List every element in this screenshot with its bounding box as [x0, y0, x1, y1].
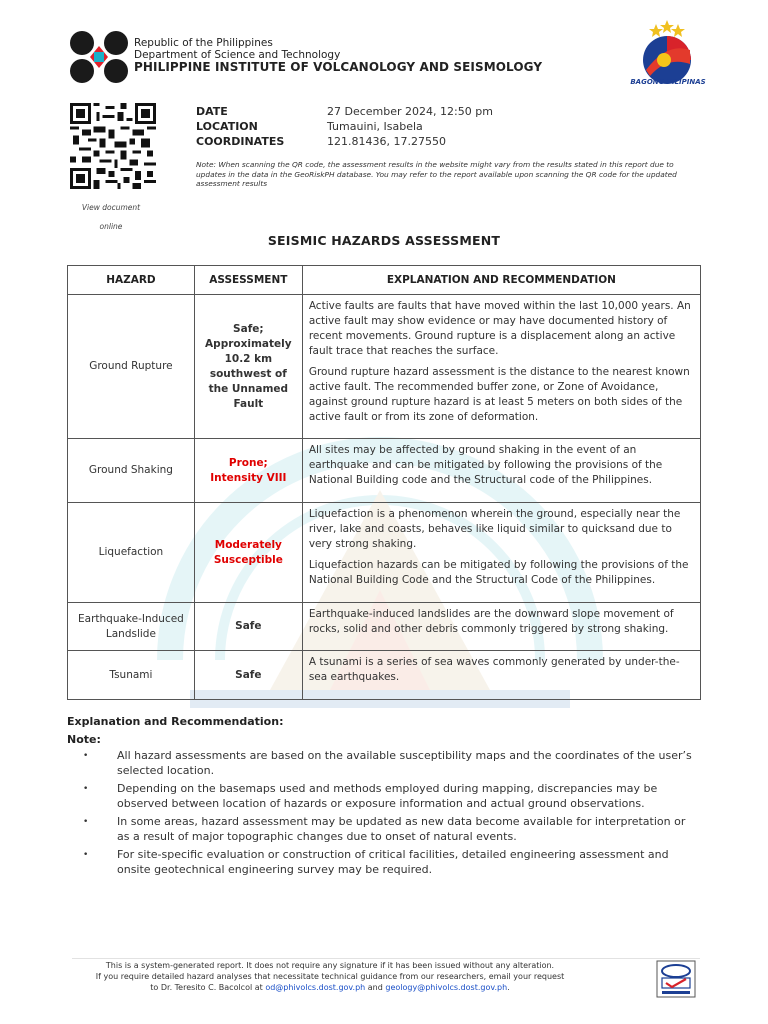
explanation-paragraph: Earthquake-induced landslides are the downward slope movement of rocks, solid and other debris commonly triggered by strong shaking.	[308, 608, 674, 635]
footer-and: and	[367, 983, 383, 992]
assessment-cell: Prone; Intensity VIII	[194, 439, 302, 503]
date-row	[196, 104, 493, 119]
explanation-paragraph: Liquefaction is a phenomenon wherein the ground, especially near the river, lake and coasts, behaves like liquid similar to quicksand due to very strong shaking.	[308, 508, 681, 550]
explanation-paragraph: Active faults are faults that have moved within the last 10,000 years. An active fault may show evidence or may have documented history of recent movements. Ground rupture is a displacement along an active fault trace that reaches the surface.	[308, 300, 691, 357]
iso-certification-logo	[656, 960, 696, 998]
hazard-cell: Ground Shaking	[68, 439, 195, 503]
qr-scan-note: Note: When scanning the QR code, the assessment results in the website might vary from the results stated in this report due to updates in the data in the GeoRiskPH database. You may refer to the report available upon scanning the QR code for the updated assessment results	[196, 160, 677, 188]
table-row	[68, 439, 701, 503]
column-header-assessment: ASSESSMENT	[194, 266, 302, 295]
footer-prefix: to Dr. Teresito C. Bacolcol at	[150, 983, 263, 992]
column-header-hazard: HAZARD	[68, 266, 195, 295]
footer-line1: This is a system-generated report. It does not require any signature if it has been issued without any alteration.	[105, 961, 555, 970]
location-label: LOCATION	[196, 120, 258, 133]
explanation-paragraph: Ground rupture hazard assessment is the distance to the nearest known active fault. The recommended buffer zone, or Zone of Avoidance, against ground rupture hazard is at least 5 meters on both sides of the active fault or from its zone of deformation.	[308, 366, 690, 423]
header-text	[134, 37, 542, 73]
list-item: • Depending on the basemaps used and methods employed during mapping, discrepancies may be observed between location of hazards or exposure information and actual ground observations.	[80, 781, 700, 811]
assessment-cell: Safe	[194, 603, 302, 651]
hazard-cell: Liquefaction	[68, 503, 195, 603]
qr-caption-line1: View document	[81, 203, 141, 212]
explanation-cell	[302, 503, 700, 603]
explanation-cell	[302, 603, 700, 651]
hazard-cell: Ground Rupture	[68, 295, 195, 439]
hazards-table	[67, 265, 701, 700]
email-link-geology[interactable]: geology@phivolcs.dost.gov.ph	[385, 983, 508, 992]
table-row	[68, 503, 701, 603]
date-value: 27 December 2024, 12:50 pm	[327, 105, 493, 118]
date-label: DATE	[196, 105, 228, 118]
republic-label: Republic of the Philippines	[134, 37, 273, 49]
footer-line3	[64, 982, 596, 993]
report-info	[196, 104, 493, 149]
explanation-cell	[302, 651, 700, 700]
assessment-cell: Safe	[194, 651, 302, 700]
coordinates-label: COORDINATES	[196, 135, 285, 148]
qr-caption-line2: online	[99, 222, 123, 231]
footer-line2: If you require detailed hazard analyses that necessitate technical guidance from our researchers, email your request	[95, 972, 565, 981]
footer-divider	[72, 958, 700, 959]
explanation-section	[67, 713, 283, 749]
assessment-cell: Moderately Susceptible	[194, 503, 302, 603]
note-heading: Note:	[67, 733, 101, 746]
qr-code[interactable]	[68, 103, 158, 189]
hazard-cell: Earthquake-Induced Landslide	[68, 603, 195, 651]
table-row	[68, 651, 701, 700]
list-item: • All hazard assessments are based on the available susceptibility maps and the coordinates of the user’s selected location.	[80, 748, 700, 778]
page-title: SEISMIC HAZARDS ASSESSMENT	[267, 233, 501, 248]
dost-logo	[68, 30, 130, 84]
institute-name: PHILIPPINE INSTITUTE OF VOLCANOLOGY AND SEISMOLOGY	[134, 60, 543, 74]
bagong-pilipinas-label: BAGONG PILIPINAS	[630, 78, 706, 86]
coordinates-row	[196, 134, 493, 149]
location-row	[196, 119, 493, 134]
department-label: Department of Science and Technology	[134, 49, 341, 61]
explanation-cell	[302, 295, 700, 439]
column-header-explanation: EXPLANATION AND RECOMMENDATION	[302, 266, 700, 295]
coordinates-value: 121.81436, 17.27550	[327, 135, 446, 148]
notes-list	[80, 748, 700, 880]
list-item: • For site-specific evaluation or construction of critical facilities, detailed engineering assessment and onsite geotechnical engineering survey may be required.	[80, 847, 700, 877]
explanation-paragraph: Liquefaction hazards can be mitigated by following the provisions of the National Building Code and the Structural Code of the Philippines.	[308, 559, 689, 586]
assessment-cell: Safe; Approximately 10.2 km southwest of the Unnamed Fault	[194, 295, 302, 439]
email-link-od[interactable]: od@phivolcs.dost.gov.ph	[265, 983, 366, 992]
explanation-paragraph: All sites may be affected by ground shaking in the event of an earthquake and can be mitigated by following the provisions of the National Building code and the Structural code of the Philippines.	[308, 444, 663, 486]
table-row	[68, 603, 701, 651]
hazard-cell: Tsunami	[68, 651, 195, 700]
explanation-paragraph: A tsunami is a series of sea waves commonly generated by under-the-sea earthquakes.	[308, 656, 680, 683]
qr-caption	[68, 198, 154, 236]
list-item: • In some areas, hazard assessment may be updated as new data become available for interpretation or as a result of major topographic changes due to onset of natural events.	[80, 814, 700, 844]
footer	[64, 960, 596, 993]
explanation-cell	[302, 439, 700, 503]
location-value: Tumauini, Isabela	[327, 120, 423, 133]
table-header-row	[68, 266, 701, 295]
table-row	[68, 295, 701, 439]
explanation-heading: Explanation and Recommendation:	[67, 715, 284, 728]
footer-period: .	[507, 983, 510, 992]
